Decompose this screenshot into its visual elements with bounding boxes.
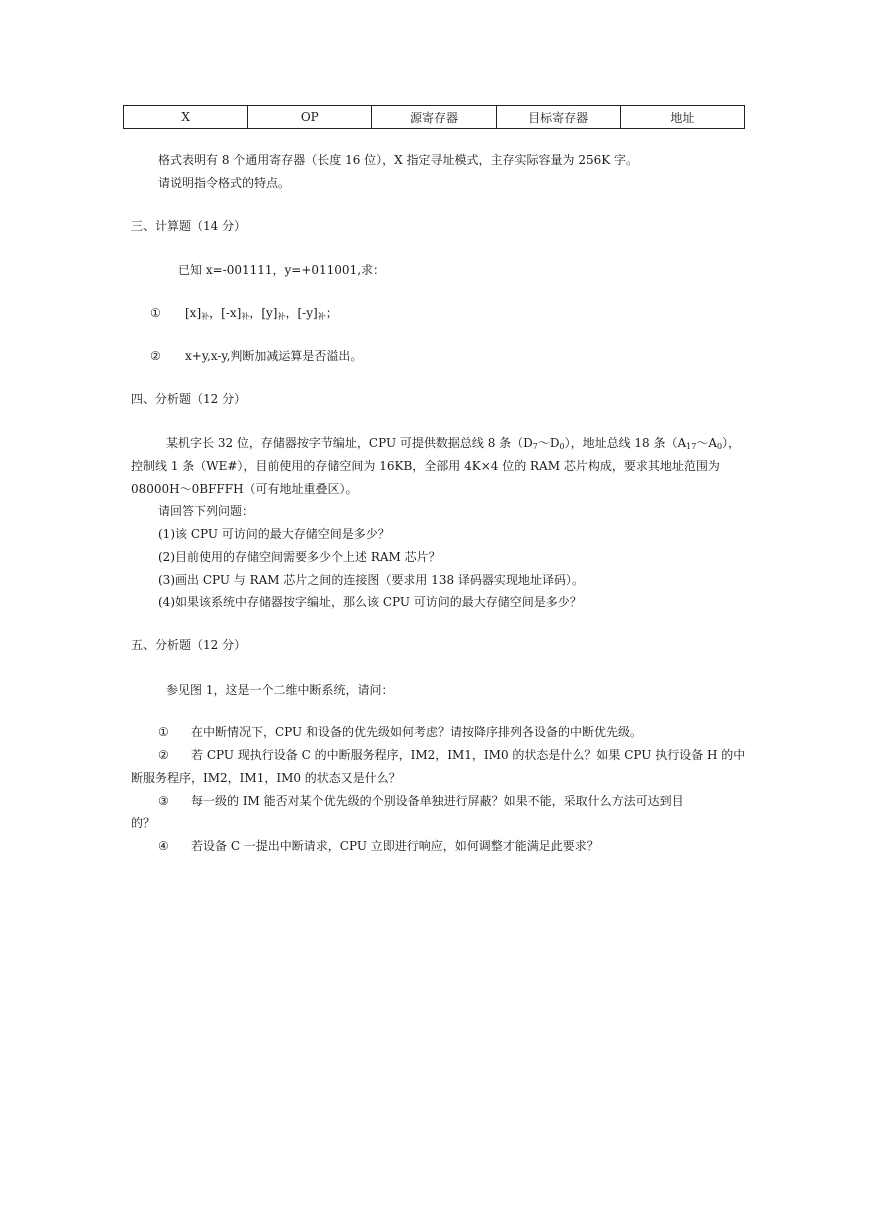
section-5-heading: 五、分析题（12 分） <box>131 638 247 652</box>
section-3-question-2: ② x+y,x-y,判断加减运算是否溢出。 <box>150 349 363 363</box>
section-4-question-1: (1)该 CPU 可访问的最大存储空间是多少？ <box>158 527 390 541</box>
field-address: 地址 <box>620 106 744 129</box>
section-4-paragraph-line-2: 控制线 1 条（WE#），目前使用的存储空间为 16KB，全部用 4K×4 位的 RAM 芯片构成，要求其地址范围为 <box>131 459 720 473</box>
instruction-format-table <box>123 105 745 129</box>
section-4-ask: 请回答下列问题： <box>158 504 255 518</box>
section-3-heading: 三、计算题（14 分） <box>131 219 247 233</box>
section-4-paragraph-line-1: 某机字长 32 位，存储器按字节编址，CPU 可提供数据总线 8 条$(D_7\sim D_0)$，地址总线 18 条$(A_{17}\sim A_0)$， <box>166 436 741 451</box>
section-3-given: 已知 x=-001111，y=+011001,求： <box>178 263 386 277</box>
section-4-question-4: (4)如果该系统中存储器按字编址，那么该 CPU 可访问的最大存储空间是多少？ <box>158 595 582 609</box>
section-5-question-3-line-2: 的？ <box>131 816 156 830</box>
circled-number-2: ② <box>158 748 169 762</box>
section-5-question-4: ④ 若设备 C 一提出中断请求，CPU 立即进行响应，如何调整才能满足此要求？ <box>158 839 599 853</box>
section-5-question-2-line-2: 断服务程序，IM2，IM1，IM0 的状态又是什么？ <box>131 771 401 785</box>
section-4-heading: 四、分析题（12 分） <box>131 392 247 406</box>
field-op: OP <box>248 106 372 129</box>
section-5-question-2-line-1: ② 若 CPU 现执行设备 C 的中断服务程序，IM2，IM1，IM0 的状态是什么？如果 CPU 执行设备 H 的中 <box>158 748 746 762</box>
section-5-intro: 参见图 1，这是一个二维中断系统，请问： <box>166 683 394 697</box>
field-target-register: 目标寄存器 <box>496 106 620 129</box>
field-source-register: 源寄存器 <box>372 106 496 129</box>
section-5-question-3-line-1: ③ 每一级的 IM 能否对某个优先级的个别设备单独进行屏蔽？如果不能，采取什么方法可达到目 <box>158 794 684 808</box>
section-4-question-3: (3)画出 CPU 与 RAM 芯片之间的连接图（要求用 138 译码器实现地址译码）。 <box>158 573 584 587</box>
intro-line-2: 请说明指令格式的特点。 <box>158 176 291 190</box>
circled-number-3: ③ <box>158 794 169 808</box>
section-4-paragraph-line-3: 08000H～0BFFFH（可有地址重叠区）。 <box>131 482 358 496</box>
section-3-question-1: ① $[x]_补$，$[-x]_补$，$[y]_补$，$[-y]_补$； <box>150 306 338 321</box>
intro-line-1: 格式表明有 8 个通用寄存器（长度 16 位），X 指定寻址模式，主存实际容量为 256K 字。 <box>158 153 639 167</box>
circled-number-1: ① <box>150 306 161 320</box>
table-row <box>124 106 745 129</box>
circled-number-4: ④ <box>158 839 169 853</box>
circled-number-2: ② <box>150 349 161 363</box>
field-x: X <box>124 106 248 129</box>
section-5-question-1: ① 在中断情况下，CPU 和设备的优先级如何考虑？请按降序排列各设备的中断优先级。 <box>158 725 642 739</box>
section-4-question-2: (2)目前使用的存储空间需要多少个上述 RAM 芯片？ <box>158 550 441 564</box>
circled-number-1: ① <box>158 725 169 739</box>
